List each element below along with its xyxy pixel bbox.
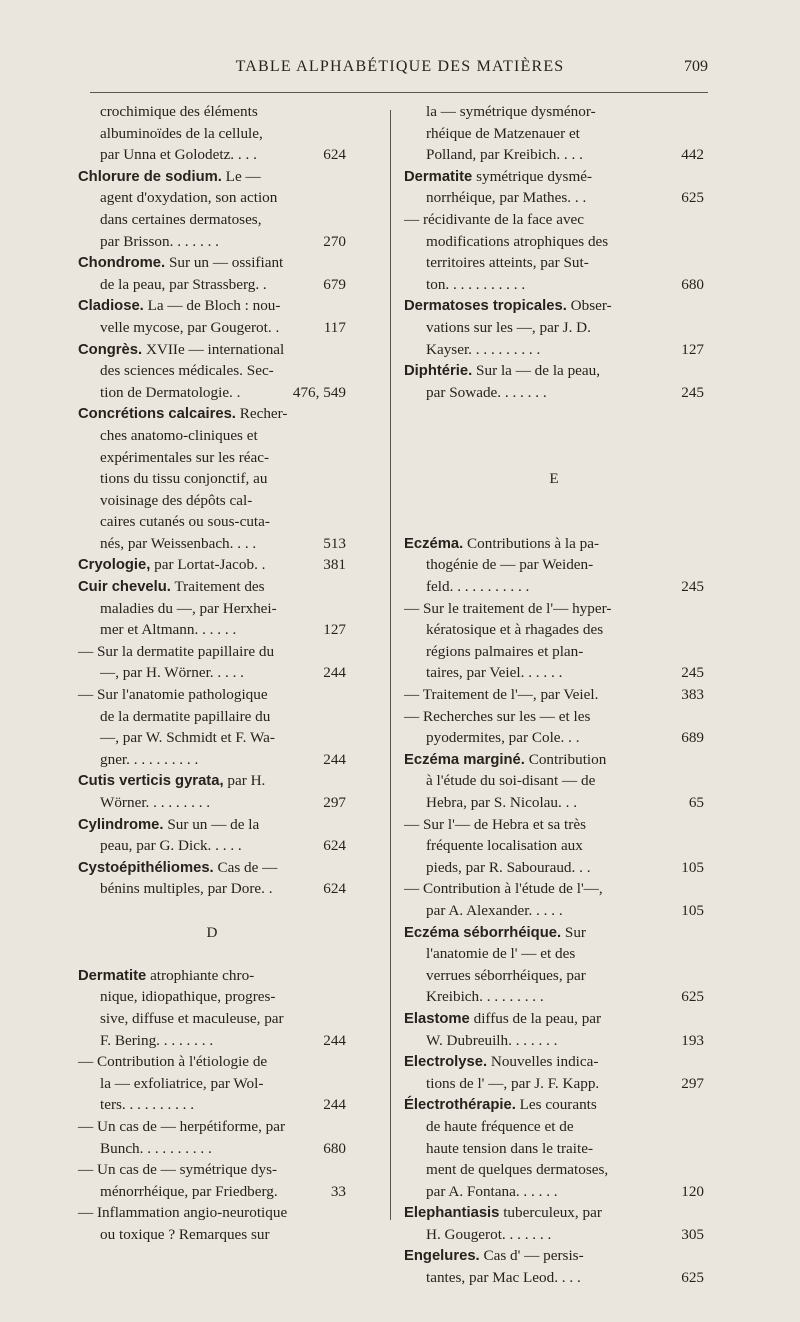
- index-continuation-line: [78, 727, 346, 749]
- left-column: [78, 101, 346, 1245]
- entry-keyword: Cutis verticis gyrata,: [78, 773, 224, 790]
- entry-text: — Sur l'— de Hebra et sa très: [404, 815, 586, 833]
- entry-text: ches anatomo-cliniques et: [100, 426, 258, 444]
- index-entry-line: [78, 965, 346, 987]
- index-entry-line: [404, 1245, 704, 1267]
- entry-page-ref: 245: [681, 664, 704, 682]
- index-continuation-line: [78, 360, 346, 382]
- entry-page-ref: 245: [681, 578, 704, 596]
- entry-text: de haute fréquence et de: [426, 1117, 574, 1135]
- index-continuation-line: [78, 835, 346, 857]
- entry-text: Kayser. . . . . . . . . .: [426, 340, 541, 358]
- index-continuation-line: [404, 986, 704, 1008]
- entry-page-ref: 624: [323, 880, 346, 898]
- index-entry-line: [404, 706, 704, 728]
- entry-text: tuberculeux, par: [499, 1204, 602, 1222]
- index-continuation-line: [404, 1073, 704, 1095]
- entry-text: gner. . . . . . . . . .: [100, 750, 199, 768]
- index-continuation-line: [78, 425, 346, 447]
- entry-text: ment de quelques dermatoses,: [426, 1161, 609, 1179]
- entry-text: taires, par Veiel. . . . . .: [426, 664, 563, 682]
- index-continuation-line: [78, 1094, 346, 1116]
- entry-text: Polland, par Kreibich. . . .: [426, 146, 583, 164]
- index-entry-line: [78, 857, 346, 879]
- index-continuation-line: [78, 1030, 346, 1052]
- entry-keyword: Eczéma.: [404, 535, 464, 552]
- index-continuation-line: [78, 706, 346, 728]
- spacer: [404, 490, 704, 512]
- entry-text: Hebra, par S. Nicolau. . .: [426, 794, 577, 811]
- index-continuation-line: [404, 1138, 704, 1160]
- entry-text: à l'étude du soi-disant — de: [426, 772, 596, 790]
- entry-text: Cas de —: [213, 858, 278, 876]
- entry-page-ref: 117: [323, 318, 346, 336]
- entry-text: expérimentales sur les réac-: [100, 448, 270, 466]
- entry-text: de la dermatite papillaire du: [100, 707, 271, 725]
- entry-page-ref: 105: [681, 858, 704, 876]
- entry-text: la — symétrique dysménor-: [426, 103, 596, 120]
- section-letter: D: [206, 923, 218, 941]
- index-continuation-line: [404, 1030, 704, 1052]
- index-entry-line: [404, 1202, 704, 1224]
- entry-keyword: Diphtérie.: [404, 363, 473, 380]
- index-entry-line: [404, 598, 704, 620]
- index-continuation-line: [78, 274, 346, 296]
- entry-page-ref: 680: [323, 1139, 346, 1157]
- entry-page-ref: 33: [330, 1182, 346, 1200]
- entry-keyword: Dermatite: [404, 168, 473, 185]
- entry-text: rhéique de Matzenauer et: [426, 124, 580, 142]
- index-entry-line: [404, 1008, 704, 1030]
- index-continuation-line: [78, 187, 346, 209]
- entry-page-ref: 476, 549: [292, 383, 346, 401]
- entry-text: Bunch. . . . . . . . . .: [100, 1139, 212, 1157]
- entry-text: par H.: [223, 772, 266, 790]
- index-entry-line: [404, 209, 704, 231]
- entry-text: fréquente localisation aux: [426, 837, 583, 855]
- entry-text: —, par W. Schmidt et F. Wa-: [100, 729, 275, 747]
- entry-text: tion de Dermatologie. .: [100, 383, 241, 401]
- index-entry-line: [78, 1051, 346, 1073]
- index-continuation-line: [78, 1008, 346, 1030]
- index-continuation-line: [78, 792, 346, 814]
- index-continuation-line: [404, 835, 704, 857]
- entry-text: — récidivante de la face avec: [404, 210, 585, 228]
- entry-text: voisinage des dépôts cal-: [100, 491, 253, 509]
- entry-page-ref: 244: [323, 750, 346, 768]
- entry-text: pieds, par R. Sabouraud. . .: [426, 858, 591, 876]
- entry-text: — Inflammation angio-neurotique: [78, 1204, 288, 1222]
- index-continuation-line: [78, 986, 346, 1008]
- spacer: [78, 900, 346, 922]
- entry-text: bénins multiples, par Dore. .: [100, 880, 273, 898]
- entry-page-ref: 244: [323, 664, 346, 682]
- entry-text: — Sur le traitement de l'— hyper-: [404, 599, 612, 617]
- entry-text: Wörner. . . . . . . . .: [100, 794, 211, 811]
- index-entry-line: [404, 295, 704, 317]
- index-continuation-line: [404, 339, 704, 361]
- index-continuation-line: [78, 231, 346, 253]
- entry-text: régions palmaires et plan-: [426, 642, 584, 660]
- entry-keyword: Eczéma séborrhéique.: [404, 924, 562, 941]
- entry-text: nique, idiopathique, progres-: [100, 988, 276, 1006]
- header-rule: [90, 92, 708, 93]
- entry-text: modifications atrophiques des: [426, 232, 609, 250]
- entry-text: par A. Fontana. . . . . .: [426, 1182, 558, 1200]
- entry-text: la — exfoliatrice, par Wol-: [100, 1074, 264, 1092]
- spacer: [404, 511, 704, 533]
- entry-keyword: Électrothérapie.: [404, 1097, 516, 1114]
- index-continuation-line: [404, 619, 704, 641]
- entry-page-ref: 193: [681, 1031, 704, 1049]
- entry-page-ref: 442: [681, 146, 704, 164]
- index-entry-line: [78, 770, 346, 792]
- index-entry-line: [78, 554, 346, 576]
- index-continuation-line: [404, 900, 704, 922]
- index-continuation-line: [78, 490, 346, 512]
- entry-text: thogénie de — par Weiden-: [426, 556, 594, 574]
- entry-text: Recher-: [235, 405, 288, 423]
- spacer: [404, 447, 704, 469]
- entry-text: Sur un — de la: [163, 815, 260, 833]
- index-continuation-line: [404, 770, 704, 792]
- entry-text: par Unna et Golodetz. . . .: [100, 146, 257, 164]
- entry-text: sive, diffuse et maculeuse, par: [100, 1009, 284, 1027]
- entry-text: Traitement des: [170, 578, 265, 596]
- entry-page-ref: 624: [323, 146, 346, 164]
- entry-text: Obser-: [566, 297, 612, 315]
- index-entry-line: [404, 878, 704, 900]
- entry-text: norrhéique, par Mathes. . .: [426, 189, 587, 207]
- index-entry-line: [78, 1116, 346, 1138]
- entry-text: Cas d' — persis-: [479, 1247, 584, 1265]
- entry-keyword: Cylindrome.: [78, 816, 164, 833]
- index-continuation-line: [404, 187, 704, 209]
- index-continuation-line: [404, 1267, 704, 1289]
- right-column: [404, 101, 704, 1289]
- index-continuation-line: [404, 1181, 704, 1203]
- entry-text: symétrique dysmé-: [472, 167, 593, 185]
- index-entry-line: [404, 1051, 704, 1073]
- entry-keyword: Chlorure de sodium.: [78, 168, 222, 185]
- entry-text: — Traitement de l'—, par Veiel.: [404, 686, 599, 704]
- entry-text: H. Gougerot. . . . . . .: [426, 1225, 552, 1243]
- entry-text: velle mycose, par Gougerot. .: [100, 318, 280, 336]
- index-continuation-line: [404, 1159, 704, 1181]
- entry-page-ref: 680: [681, 275, 704, 293]
- index-continuation-line: [404, 1224, 704, 1246]
- index-entry-line: [404, 533, 704, 555]
- index-continuation-line: [78, 101, 346, 123]
- entry-text: Les courants: [515, 1096, 597, 1114]
- index-continuation-line: [404, 576, 704, 598]
- entry-text: ton. . . . . . . . . . .: [426, 275, 526, 293]
- entry-page-ref: 624: [323, 837, 346, 855]
- index-entry-line: [404, 749, 704, 771]
- index-continuation-line: [404, 101, 704, 123]
- entry-page-ref: 305: [681, 1225, 704, 1243]
- index-continuation-line: [404, 857, 704, 879]
- index-continuation-line: [404, 792, 704, 814]
- entry-page-ref: 625: [681, 189, 704, 207]
- entry-page-ref: 270: [323, 232, 346, 250]
- entry-text: XVIIe — international: [142, 340, 285, 358]
- index-entry-line: [78, 166, 346, 188]
- entry-text: Kreibich. . . . . . . . .: [426, 988, 544, 1006]
- entry-page-ref: 120: [681, 1182, 704, 1200]
- entry-text: pyodermites, par Cole. . .: [426, 729, 580, 747]
- page-number: 709: [684, 58, 708, 75]
- entry-keyword: Concrétions calcaires.: [78, 406, 236, 423]
- index-continuation-line: [404, 943, 704, 965]
- index-continuation-line: [404, 641, 704, 663]
- entry-text: maladies du —, par Herxhei-: [100, 599, 277, 617]
- entry-text: tions du tissu conjonctif, au: [100, 470, 268, 488]
- entry-page-ref: 625: [681, 988, 704, 1006]
- entry-page-ref: 127: [323, 621, 346, 639]
- entry-text: de la peau, par Strassberg. .: [100, 275, 267, 293]
- index-continuation-line: [404, 252, 704, 274]
- spacer: [404, 425, 704, 447]
- entry-text: kératosique et à rhagades des: [426, 621, 604, 639]
- index-continuation-line: [78, 749, 346, 771]
- index-entry-line: [404, 360, 704, 382]
- entry-text: par Sowade. . . . . . .: [426, 383, 547, 401]
- running-head-title: TABLE ALPHABÉTIQUE DES MATIÈRES: [235, 58, 565, 75]
- entry-page-ref: 245: [681, 383, 704, 401]
- entry-text: — Recherches sur les — et les: [404, 707, 591, 725]
- section-letter: E: [549, 470, 559, 488]
- index-entry-line: [78, 576, 346, 598]
- index-continuation-line: [78, 533, 346, 555]
- entry-keyword: Cuir chevelu.: [78, 579, 171, 596]
- entry-page-ref: 679: [323, 275, 346, 293]
- entry-text: peau, par G. Dick. . . . .: [100, 837, 242, 855]
- entry-text: crochimique des éléments: [100, 103, 258, 120]
- index-entry-line: [78, 684, 346, 706]
- entry-text: par Brisson. . . . . . .: [100, 232, 219, 250]
- entry-keyword: Congrès.: [78, 341, 143, 358]
- index-continuation-line: [78, 619, 346, 641]
- entry-page-ref: 689: [681, 729, 704, 747]
- entry-page-ref: 244: [323, 1096, 346, 1114]
- entry-text: albuminoïdes de la cellule,: [100, 124, 263, 142]
- index-continuation-line: [78, 123, 346, 145]
- spacer: [78, 943, 346, 965]
- index-entry-line: [404, 1094, 704, 1116]
- spacer: [404, 403, 704, 425]
- entry-page-ref: 65: [688, 794, 704, 811]
- entry-text: l'anatomie de l' — et des: [426, 945, 576, 963]
- entry-keyword: Engelures.: [404, 1248, 480, 1265]
- entry-page-ref: 625: [681, 1269, 704, 1287]
- index-continuation-line: [404, 965, 704, 987]
- index-continuation-line: [404, 144, 704, 166]
- entry-text: Contribution: [524, 750, 607, 768]
- index-continuation-line: [78, 447, 346, 469]
- index-continuation-line: [404, 662, 704, 684]
- entry-page-ref: 513: [323, 534, 346, 552]
- index-continuation-line: [404, 123, 704, 145]
- index-continuation-line: [78, 511, 346, 533]
- index-entry-line: [78, 252, 346, 274]
- entry-text: — Sur la dermatite papillaire du: [78, 642, 275, 660]
- entry-text: diffus de la peau, par: [469, 1009, 602, 1027]
- entry-text: — Contribution à l'étude de l'—,: [404, 880, 603, 898]
- entry-text: agent d'oxydation, son action: [100, 189, 278, 207]
- index-continuation-line: [404, 382, 704, 404]
- entry-text: territoires atteints, par Sut-: [426, 254, 589, 272]
- index-continuation-line: [404, 727, 704, 749]
- index-entry-line: [78, 1202, 346, 1224]
- entry-text: —, par H. Wörner. . . . .: [100, 664, 244, 682]
- entry-text: par A. Alexander. . . . .: [426, 901, 563, 919]
- index-entry-line: [78, 295, 346, 317]
- index-continuation-line: [404, 554, 704, 576]
- entry-text: feld. . . . . . . . . . .: [426, 578, 530, 596]
- entry-page-ref: 297: [681, 1074, 704, 1092]
- entry-text: Sur un — ossifiant: [165, 254, 284, 272]
- entry-text: tions de l' —, par J. F. Kapp.: [426, 1074, 600, 1092]
- index-entry-line: [78, 814, 346, 836]
- entry-keyword: Eczéma marginé.: [404, 751, 525, 768]
- entry-text: W. Dubreuilh. . . . . . .: [426, 1031, 558, 1049]
- entry-page-ref: 297: [323, 794, 346, 811]
- entry-page-ref: 127: [681, 340, 704, 358]
- entry-text: La — de Bloch : nou-: [143, 297, 281, 315]
- index-continuation-line: [404, 231, 704, 253]
- entry-text: des sciences médicales. Sec-: [100, 362, 274, 380]
- entry-text: caires cutanés ou sous-cuta-: [100, 513, 270, 531]
- entry-text: par Lortat-Jacob. .: [150, 556, 266, 574]
- index-continuation-line: [404, 274, 704, 296]
- index-continuation-line: [404, 317, 704, 339]
- index-continuation-line: [78, 1224, 346, 1246]
- index-entry-line: [404, 684, 704, 706]
- entry-text: — Un cas de — symétrique dys-: [78, 1161, 278, 1179]
- entry-text: dans certaines dermatoses,: [100, 210, 262, 228]
- entry-text: nés, par Weissenbach. . . .: [100, 534, 257, 552]
- entry-page-ref: 383: [681, 686, 704, 704]
- index-entry-line: [78, 1159, 346, 1181]
- entry-text: haute tension dans le traite-: [426, 1139, 594, 1157]
- entry-text: F. Bering. . . . . . . .: [100, 1031, 214, 1049]
- entry-keyword: Elephantiasis: [404, 1205, 500, 1222]
- index-continuation-line: [78, 662, 346, 684]
- index-continuation-line: [78, 1138, 346, 1160]
- entry-text: ters. . . . . . . . . .: [100, 1096, 195, 1114]
- entry-text: — Contribution à l'étiologie de: [78, 1053, 268, 1071]
- index-entry-line: [78, 403, 346, 425]
- entry-keyword: Electrolyse.: [404, 1054, 488, 1071]
- index-continuation-line: [78, 468, 346, 490]
- column-divider: [390, 110, 391, 1220]
- entry-keyword: Dermatite: [78, 967, 147, 984]
- entry-keyword: Cystoépithéliomes.: [78, 859, 214, 876]
- index-entry-line: [404, 922, 704, 944]
- index-continuation-line: [78, 1181, 346, 1203]
- entry-page-ref: 381: [323, 556, 346, 574]
- index-continuation-line: [78, 878, 346, 900]
- index-entry-line: [78, 339, 346, 361]
- entry-text: Nouvelles indica-: [487, 1053, 599, 1071]
- index-continuation-line: [78, 144, 346, 166]
- index-entry-line: [404, 814, 704, 836]
- index-continuation-line: [78, 598, 346, 620]
- entry-text: verrues séborrhéiques, par: [426, 966, 586, 984]
- entry-text: atrophiante chro-: [146, 966, 255, 984]
- entry-keyword: Cryologie,: [78, 557, 151, 574]
- entry-keyword: Elastome: [404, 1010, 470, 1027]
- entry-text: ou toxique ? Remarques sur: [100, 1225, 270, 1243]
- index-entry-line: [78, 641, 346, 663]
- entry-text: tantes, par Mac Leod. . . .: [426, 1269, 581, 1287]
- entry-text: Sur: [561, 923, 586, 941]
- entry-page-ref: 105: [681, 901, 704, 919]
- entry-text: — Sur l'anatomie pathologique: [78, 686, 268, 704]
- entry-text: — Un cas de — herpétiforme, par: [78, 1117, 286, 1135]
- index-continuation-line: [78, 317, 346, 339]
- entry-keyword: Chondrome.: [78, 255, 166, 272]
- entry-text: ménorrhéique, par Friedberg.: [100, 1182, 278, 1200]
- entry-text: mer et Altmann. . . . . .: [100, 621, 237, 639]
- entry-text: Sur la — de la peau,: [472, 362, 601, 380]
- entry-keyword: Cladiose.: [78, 298, 144, 315]
- index-continuation-line: [78, 1073, 346, 1095]
- entry-text: Le —: [221, 167, 261, 185]
- index-entry-line: [404, 166, 704, 188]
- index-continuation-line: [78, 382, 346, 404]
- entry-text: vations sur les —, par J. D.: [426, 318, 591, 336]
- entry-page-ref: 244: [323, 1031, 346, 1049]
- index-continuation-line: [78, 209, 346, 231]
- entry-text: Contributions à la pa-: [463, 534, 600, 552]
- entry-keyword: Dermatoses tropicales.: [404, 298, 567, 315]
- index-continuation-line: [404, 1116, 704, 1138]
